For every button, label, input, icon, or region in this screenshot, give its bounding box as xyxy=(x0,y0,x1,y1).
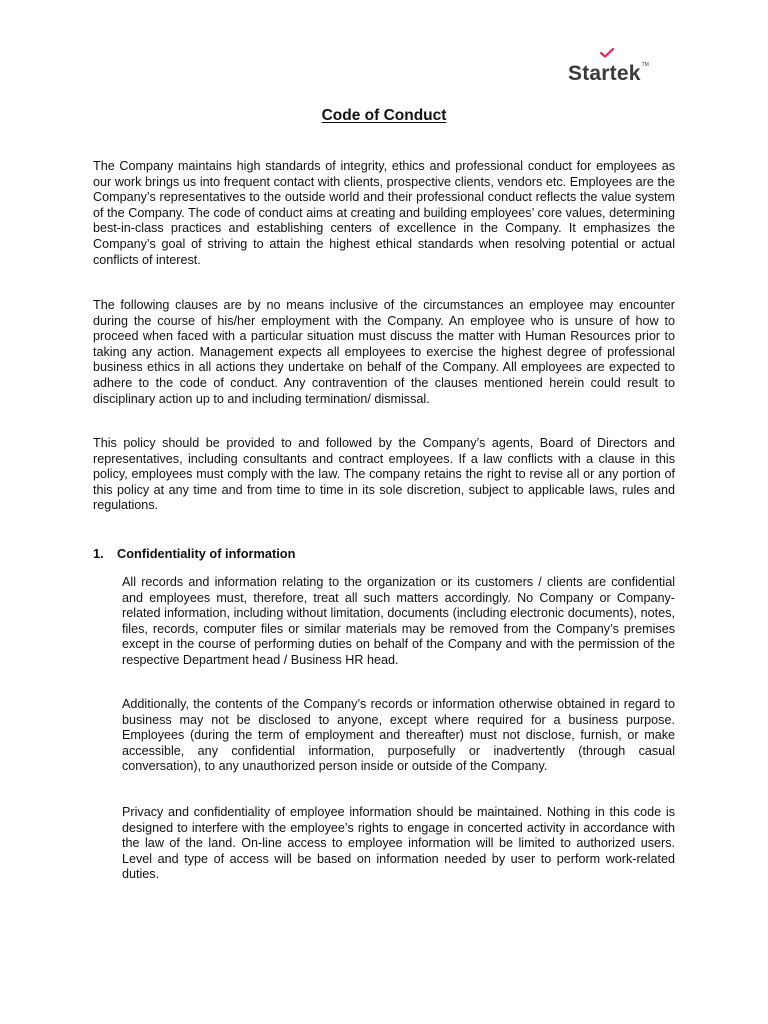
section1-paragraph-1: All records and information relating to the organization or its customers / clients are confidential and employees must, therefore, treat all such matters accordingly. No Company or Company-related information, including without limitation, documents (including electronic documents), notes, files, records, computer files or similar materials may be removed from the Company’s premises except in the course of performing duties on behalf of the Company and with the permission of the respective Department head / Business HR head. xyxy=(122,575,675,667)
intro-paragraph-1: The Company maintains high standards of integrity, ethics and professional conduct for employees as our work brings us into frequent contact with clients, prospective clients, vendors etc. Employees are the Company’s representatives to the outside world and their professional conduct reflects the value system of the Company. The code of conduct aims at creating and building employees’ core values, determining best-in-class practices and establishing centers of excellence in the Company. It emphasizes the Company’s goal of striving to attain the highest ethical standards when resolving potential or actual conflicts of interest. xyxy=(93,159,675,267)
checkmark-icon xyxy=(600,48,614,58)
section-heading-confidentiality xyxy=(93,546,295,561)
section1-paragraph-3: Privacy and confidentiality of employee information should be maintained. Nothing in this code is designed to interfere with the employee’s rights to engage in concerted activity in accordance with the law of the land. On-line access to employee information will be limited to authorized users. Level and type of access will be based on information needed by user to perform work-related duties. xyxy=(122,805,675,882)
intro-paragraph-2: The following clauses are by no means inclusive of the circumstances an employee may encounter during the course of his/her employment with the Company. An employee who is unsure of how to proceed when faced with a particular situation must discuss the matter with Human Resources prior to taking any action. Management expects all employees to exercise the highest degree of professional business ethics in all actions they undertake on behalf of the Company. All employees are expected to adhere to the code of conduct. Any contravention of the clauses mentioned herein could result to disciplinary action up to and including termination/ dismissal. xyxy=(93,298,675,406)
company-logo xyxy=(568,56,649,84)
logo-trademark: TM xyxy=(641,62,649,68)
page-title: Code of Conduct xyxy=(321,107,447,124)
section1-paragraph-2: Additionally, the contents of the Company’s records or information otherwise obtained in regard to business may not be disclosed to anyone, except where required for a business purpose. Employees (during the term of employment and thereafter) must not disclose, furnish, or make accessible, any confidential information, purposefully or inadvertently (through casual conversation), to any unauthorized person inside or outside of the Company. xyxy=(122,697,675,774)
section-title: Confidentiality of information xyxy=(117,546,296,561)
section-number: 1. xyxy=(93,546,104,561)
intro-paragraph-3: This policy should be provided to and followed by the Company’s agents, Board of Directors and representatives, including consultants and contract employees. If a law conflicts with a clause in this policy, employees must comply with the law. The company retains the right to revise all or any portion of this policy at any time and from time to time in its sole discretion, subject to applicable laws, rules and regulations. xyxy=(93,436,675,513)
logo-wordmark: Startek xyxy=(568,62,641,85)
